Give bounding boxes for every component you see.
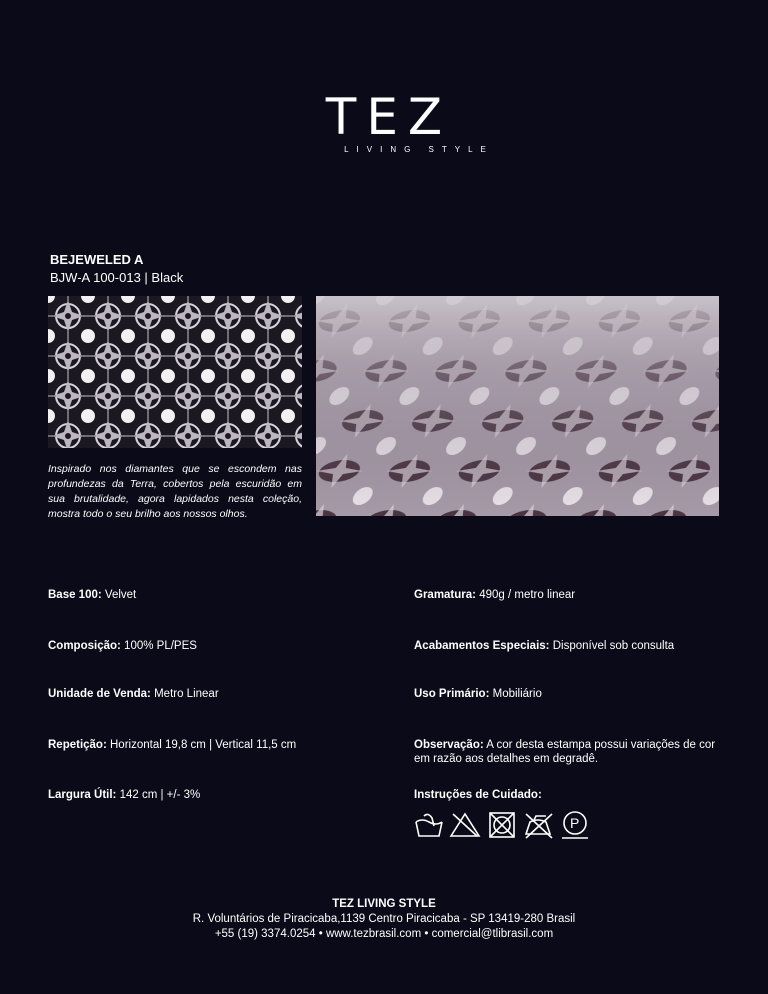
spec-value: Velvet xyxy=(104,589,137,601)
spec-key: Largura Útil: xyxy=(48,789,117,801)
spec-value: Mobiliário xyxy=(492,688,542,700)
spec-value: 490g / metro linear xyxy=(479,589,576,601)
spec-value: 100% PL/PES xyxy=(124,640,197,652)
product-description: Inspirado nos diamantes que se escondem nas profundezas da Terra, cobertos pela escuridão em sua brutalidade, agora lapidados nesta coleção, mostra todo o seu brilho aos nossos olhos. xyxy=(48,463,302,520)
logo-wordmark: TEZ xyxy=(325,88,453,146)
spec-composition xyxy=(48,639,197,653)
spec-special-finishes xyxy=(414,639,674,653)
spec-key: Repetição: xyxy=(48,739,107,751)
no-bleach-icon xyxy=(451,814,479,836)
footer xyxy=(0,897,768,942)
spec-care-instructions xyxy=(414,788,542,802)
spec-weight xyxy=(414,588,575,602)
spec-observation xyxy=(414,738,724,766)
spec-sales-unit xyxy=(48,687,219,701)
dry-clean-letter: P xyxy=(570,815,580,831)
spec-key: Acabamentos Especiais: xyxy=(414,640,550,652)
spec-primary-use xyxy=(414,687,542,701)
spec-value: Horizontal 19,8 cm | Vertical 11,5 cm xyxy=(110,739,297,751)
no-iron-icon xyxy=(526,814,552,838)
spec-key: Uso Primário: xyxy=(414,688,490,700)
dry-clean-p-icon xyxy=(562,812,588,838)
spec-value: 142 cm | +/- 3% xyxy=(119,789,201,801)
spec-key: Gramatura: xyxy=(414,589,476,601)
spec-value: Metro Linear xyxy=(154,688,219,700)
spec-value: Disponível sob consulta xyxy=(552,640,675,652)
spec-key: Base 100: xyxy=(48,589,102,601)
footer-contact: +55 (19) 3374.0254 • www.tezbrasil.com • comercial@tlibrasil.com xyxy=(214,928,554,940)
spec-key: Unidade de Venda: xyxy=(48,688,151,700)
spec-base xyxy=(48,588,136,602)
spec-usable-width xyxy=(48,788,200,802)
product-name: BEJEWELED A xyxy=(50,252,144,267)
spec-key: Composição: xyxy=(48,640,121,652)
pattern-swatch-image xyxy=(48,296,302,448)
spec-key: Observação: xyxy=(414,739,484,751)
product-code: BJW-A 100-013 | Black xyxy=(50,270,184,285)
spec-repeat xyxy=(48,738,296,752)
no-tumble-dry-icon xyxy=(490,813,514,837)
footer-address: R. Voluntários de Piracicaba,1139 Centro Piracicaba - SP 13419-280 Brasil xyxy=(192,913,576,925)
care-icons-row xyxy=(414,810,594,840)
brand-logo xyxy=(0,88,768,154)
spec-key: Instruções de Cuidado: xyxy=(414,789,542,801)
hand-wash-icon xyxy=(416,814,442,836)
footer-company: TEZ LIVING STYLE xyxy=(332,898,436,910)
logo-tagline: LIVING STYLE xyxy=(344,145,494,154)
fabric-closeup-photo xyxy=(316,296,719,516)
spec-value: A cor desta estampa possui variações de cor em razão aos detalhes em degradê. xyxy=(414,739,716,765)
